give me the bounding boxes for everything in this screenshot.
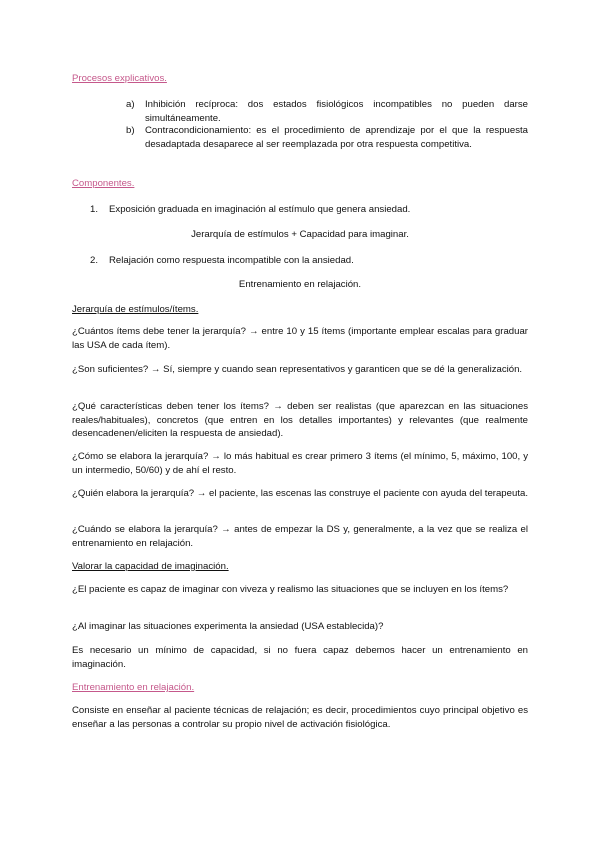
formula-line: Entrenamiento en relajación.	[238, 279, 362, 290]
formula-line: Jerarquía de estímulos + Capacidad para imaginar.	[191, 229, 409, 240]
body-paragraph: ¿El paciente es capaz de imaginar con viveza y realismo las situaciones que se incluyen en los ítems?	[72, 584, 509, 595]
qa-paragraph: ¿Quién elabora la jerarquía? → el paciente, las escenas las construye el paciente con ayuda del terapeuta.	[72, 488, 528, 499]
list-item: Inhibición recíproca: dos estados fisiológicos incompatibles no pueden darse simultáneamente.	[145, 99, 528, 124]
qa-paragraph: ¿Cómo se elabora la jerarquía? → lo más habitual es crear primero 3 ítems (el mínimo, 5, máximo, 100, y un intermedio, 50/60) y de ahí el resto.	[72, 451, 528, 476]
list-marker: 1.	[90, 204, 99, 215]
heading-jerarquia: Jerarquía de estímulos/ítems.	[72, 304, 199, 315]
body-paragraph: ¿Al imaginar las situaciones experimenta la ansiedad (USA establecida)?	[72, 621, 384, 632]
qa-paragraph: ¿Cuándo se elabora la jerarquía? → antes de empezar la DS y, generalmente, a la vez que se realiza el entrenamiento en relajación.	[72, 524, 528, 549]
qa-paragraph: ¿Son suficientes? → Sí, siempre y cuando sean representativos y garanticen que se dé la generalización.	[72, 364, 523, 375]
heading-procesos-explicativos: Procesos explicativos.	[72, 73, 167, 84]
heading-entrenamiento-relajacion: Entrenamiento en relajación.	[72, 682, 195, 693]
qa-paragraph: ¿Qué características deben tener los ítems? → deben ser realistas (que aparezcan en las situaciones reales/habituales), concretos (que entren en los detalles importantes) y relevantes (que realmente desencadenen/eliciten la respuesta de ansiedad).	[72, 401, 528, 440]
list-marker: 2.	[90, 255, 99, 266]
heading-componentes: Componentes.	[72, 178, 135, 189]
heading-valorar-imaginacion: Valorar la capacidad de imaginación.	[72, 561, 229, 572]
body-paragraph: Es necesario un mínimo de capacidad, si no fuera capaz debemos hacer un entrenamiento en imaginación.	[72, 645, 528, 670]
body-paragraph: Consiste en enseñar al paciente técnicas de relajación; es decir, procedimientos cuyo principal objetivo es enseñar a las personas a controlar su propio nivel de activación fisiológica.	[72, 705, 528, 730]
list-item: Contracondicionamiento: es el procedimiento de aprendizaje por el que la respuesta desadaptada desaparece al ser reemplazada por otra respuesta competitiva.	[145, 125, 528, 150]
list-item: Relajación como respuesta incompatible con la ansiedad.	[109, 255, 354, 266]
list-marker: b)	[126, 125, 135, 136]
list-item: Exposición graduada en imaginación al estímulo que genera ansiedad.	[109, 204, 411, 215]
qa-paragraph: ¿Cuántos ítems debe tener la jerarquía? → entre 10 y 15 ítems (importante emplear escalas para graduar las USA de cada ítem).	[72, 326, 528, 351]
list-marker: a)	[126, 99, 135, 110]
